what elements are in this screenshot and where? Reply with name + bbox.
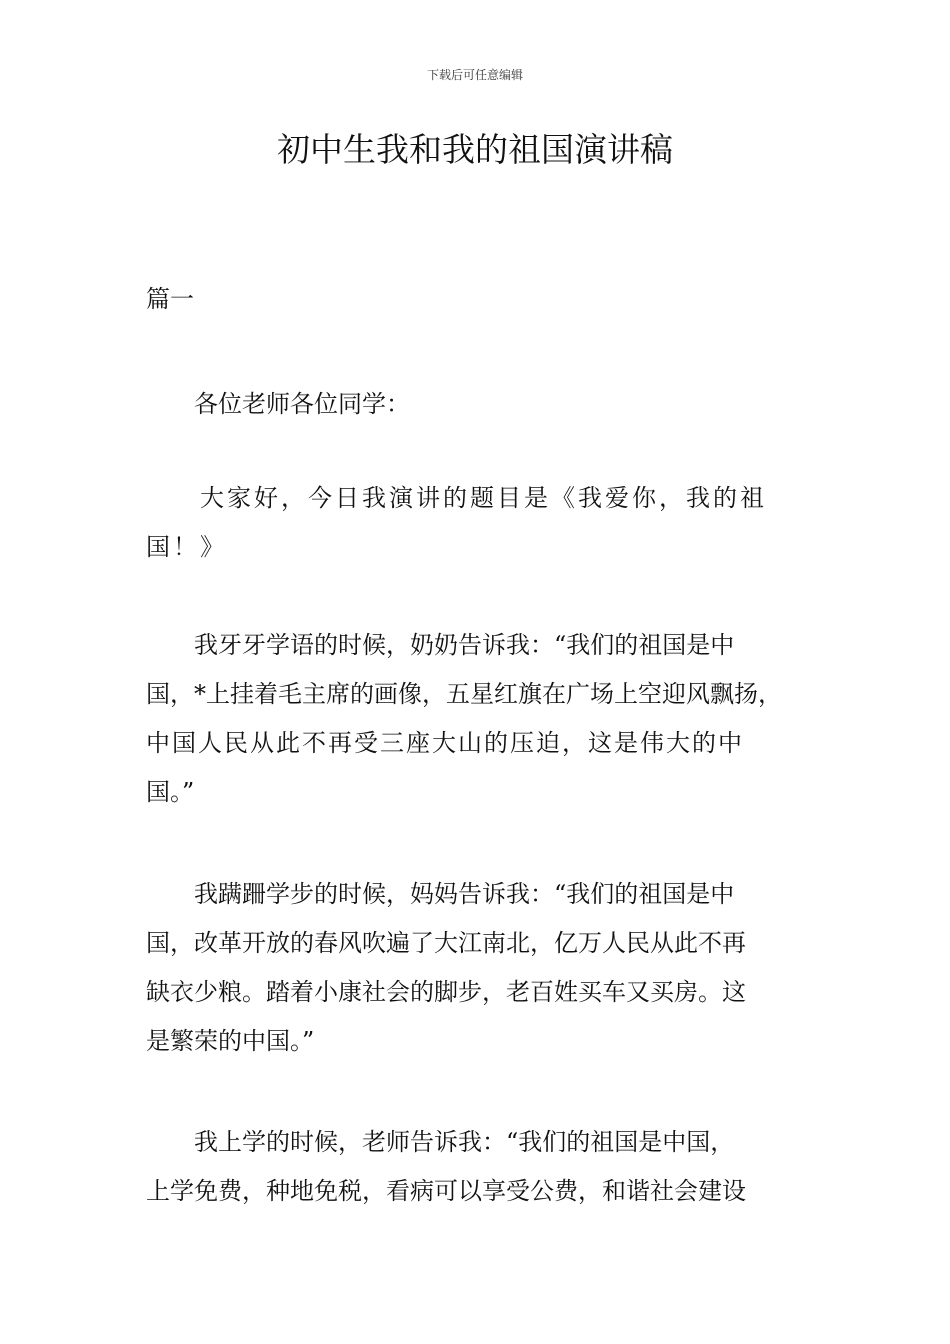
paragraph-line: 是繁荣的中国。” — [146, 1027, 315, 1055]
paragraph-mother — [146, 870, 811, 1066]
section-label: 篇一 — [146, 285, 194, 313]
document-title: 初中生我和我的祖国演讲稿 — [277, 130, 673, 169]
paragraph-line: 我蹒跚学步的时候，妈妈告诉我：“我们的祖国是中 — [146, 880, 735, 908]
paragraph-intro — [146, 474, 811, 572]
paragraph-line: 国，改革开放的春风吹遍了大江南北，亿万人民从此不再 — [146, 929, 746, 957]
paragraph-teacher — [146, 1118, 811, 1216]
paragraph-grandma — [146, 621, 811, 817]
paragraph-greeting — [146, 380, 811, 429]
paragraph-line: 国。” — [146, 778, 195, 806]
header-note: 下载后可任意编辑 — [426, 68, 523, 82]
paragraph-line: 大家好，今日我演讲的题目是《我爱你，我的祖 — [146, 484, 767, 512]
paragraph-line: 上学免费，种地免税，看病可以享受公费，和谐社会建设 — [146, 1177, 746, 1205]
paragraph-line: 我牙牙学语的时候，奶奶告诉我：“我们的祖国是中 — [146, 631, 735, 659]
paragraph-line: 我上学的时候，老师告诉我：“我们的祖国是中国， — [146, 1128, 735, 1156]
paragraph-line: 国，*上挂着毛主席的画像，五星红旗在广场上空迎风飘扬， — [146, 680, 782, 708]
paragraph-line: 中国人民从此不再受三座大山的压迫，这是伟大的中 — [146, 729, 744, 757]
paragraph-line: 各位老师各位同学： — [146, 390, 410, 418]
paragraph-line: 国！》 — [146, 533, 227, 561]
paragraph-line: 缺衣少粮。踏着小康社会的脚步，老百姓买车又买房。这 — [146, 978, 746, 1006]
